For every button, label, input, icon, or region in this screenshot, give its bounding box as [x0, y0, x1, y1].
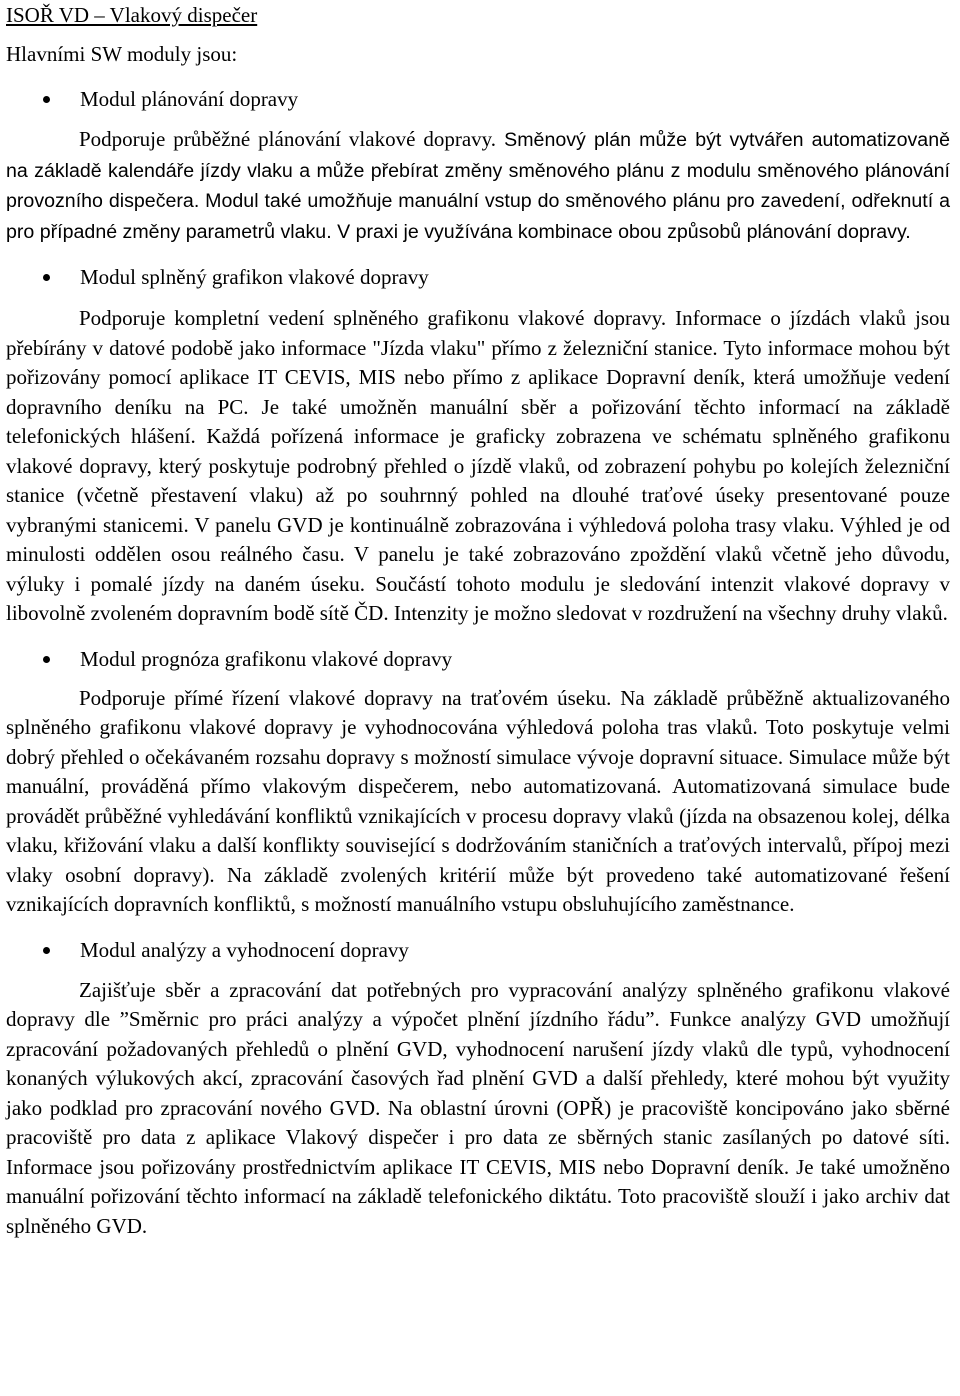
bullet-icon	[43, 274, 50, 281]
heading-text: Modul prognóza grafikonu vlakové dopravy	[80, 646, 453, 671]
section-body-forecast: Podporuje přímé řízení vlakové dopravy na traťovém úseku. Na základě průběžně aktualizovaného splněného grafikonu vlakové dopravy je vyhodnocována výhledová poloha tras vlaků. Toto poskytuje velmi dobrý přehled o očekávaném rozsahu dopravy s možností simulace vývoje dopravní situace. Simulace může být manuální, prováděná přímo vlakovým dispečerem, nebo automatizovaná. Automatizovaná simulace bude provádět průběžné vyhledávání konfliktů vznikajících v procesu dopravy vlaků (jízda na obsazenou kolej, délka vlaku, křižování vlaku a další konflikty související s dodržováním staničních a traťových intervalů, přípoj mezi vlaky osobní dopravy). Na základě zvolených kritérií může být provedeno také automatizované řešení vznikajících dopravních konfliktů, s možností manuálního vstupu obsluhujícího zaměstnance.	[6, 685, 950, 916]
heading-text: Modul plánování dopravy	[80, 87, 299, 111]
bullet-icon	[43, 947, 50, 954]
section-body-analysis: Zajišťuje sběr a zpracování dat potřebných pro vypracování analýzy splněného grafikonu vlakové dopravy dle ”Směrnic pro práci analýzy a výpočet plnění jízdního řádu”. Funkce analýzy GVD umožňují zpracování požadovaných přehledů o plnění GVD, vyhodnocení narušení jízdy vlaků dle typů, vyhodnocení konaných výlukových akcí, zpracování časových řad plnění GVD a další přehledy, které mohou být využity jako podklad pro zpracování nového GVD. Na oblastní úrovni (OPŘ) je pracoviště koncipováno jako sběrné pracoviště pro data z aplikace Vlakový dispečer i pro data ze sběrných stanic zasílaných po datové síti. Informace jsou pořizovány prostřednictvím aplikace IT CEVIS, MIS nebo Dopravní deník. Je také umožněno manuální pořizování těchto informací na základě telefonického diktátu. Toto pracoviště slouží i jako archiv dat splněného GVD.	[6, 977, 950, 1238]
heading-text: Modul analýzy a vyhodnocení dopravy	[80, 937, 409, 962]
body-text-serif: Podporuje průběžné plánování vlakové dopravy.	[79, 127, 497, 151]
section-heading-analysis	[6, 935, 950, 965]
section-body-completed-timetable: Podporuje kompletní vedení splněného grafikonu vlakové dopravy. Informace o jízdách vlaků jsou přebírány v datové podobě jako informace "Jízda vlaku" přímo z železniční stanice. Tyto informace mohou být pořizovány pomocí aplikace IT CEVIS, MIS nebo přímo z aplikace Dopravní deník, která umožňuje vedení dopravního deníku na PC. Je také umožněn manuální sběr a pořizování těchto informací na základě telefonických hlášení. Každá pořízená informace je graficky zobrazena ve schématu splněného grafikonu vlakové dopravy, který poskytuje podrobný přehled o jízdě vlaků, od zobrazení pohybu po kolejích železniční stanice (včetně přestavení vlaku) až po souhrnný pohled na dlouhé traťové úseky presentované pouze vybranými stanicemi. V panelu GVD je kontinuálně zobrazována i výhledová poloha trasy vlaku. Výhled je od minulosti oddělen osou reálného času. V panelu je také zobrazováno zpoždění vlaků včetně jeho důvodu, výluky i pomalé jízdy na daném úseku. Součástí tohoto modulu je sledování intenzit vlakové dopravy v libovolně zvoleném dopravním bodě sítě ČD. Intenzity je možno sledovat v rozdružení na všechny druhy vlaků.	[6, 306, 950, 625]
bullet-icon	[43, 96, 50, 103]
section-body-planning	[6, 125, 950, 247]
intro-text: Hlavními SW moduly jsou:	[6, 42, 238, 66]
document-title	[6, 0, 950, 31]
section-heading-planning	[6, 84, 950, 114]
body-text-sans: Směnový plán může být vytvářen automatizovaně na základě kalendáře jízdy vlaku a může přebírat změny směnového plánu z modulu směnového plánování provozního dispečera. Modul také umožňuje manuální vstup do směnového plánu pro zavedení, odřeknutí a pro případné změny parametrů vlaku. V praxi je využívána kombinace obou způsobů plánování dopravy.	[6, 129, 950, 243]
bullet-icon	[43, 656, 50, 663]
section-heading-completed-timetable	[6, 262, 950, 292]
title-link[interactable]: ISOŘ VD – Vlakový dispečer	[6, 3, 258, 27]
heading-text: Modul splněný grafikon vlakové dopravy	[80, 265, 429, 289]
section-heading-forecast	[6, 644, 950, 674]
